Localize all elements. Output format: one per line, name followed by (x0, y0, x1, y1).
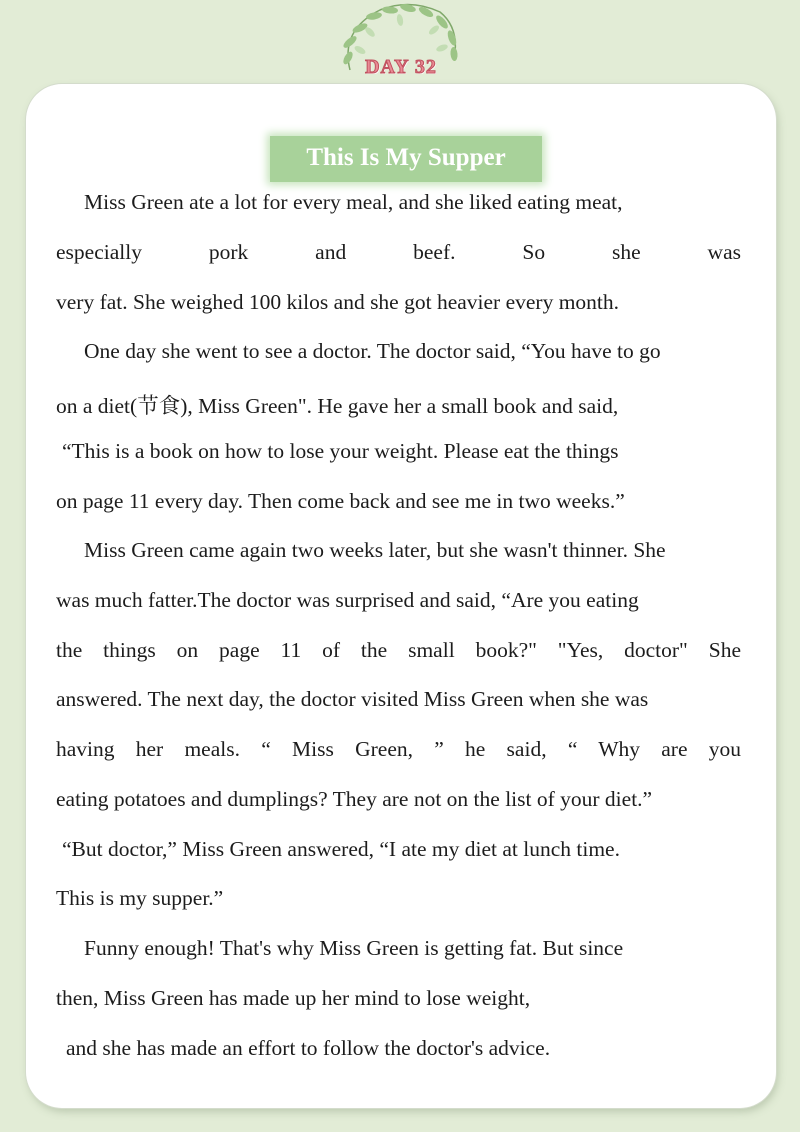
story-line-3: very fat. She weighed 100 kilos and she got heavier every month. (56, 290, 620, 314)
story-line-13: eating potatoes and dumplings? They are not on the list of your diet.” (56, 787, 653, 811)
story-line-10: the things on page 11 of the small book?" "Yes, doctor" She (56, 638, 741, 662)
story-line-16: Funny enough! That's why Miss Green is getting fat. But since (84, 936, 624, 960)
story-line-8: Miss Green came again two weeks later, but she wasn't thinner. She (84, 538, 666, 562)
story-line-2: especially pork and beef. So she was (56, 240, 741, 264)
story-line-15: This is my supper.” (56, 886, 224, 910)
story-line-12: having her meals. “ Miss Green, ” he said, “ Why are you (56, 737, 741, 761)
story-line-1: Miss Green ate a lot for every meal, and she liked eating meat, (84, 190, 623, 214)
story-line-5: on a diet(节食), Miss Green". He gave her a small book and said, (56, 394, 619, 418)
story-line-14: “But doctor,” Miss Green answered, “I ate my diet at lunch time. (62, 837, 620, 861)
story-line-18: and she has made an effort to follow the doctor's advice. (66, 1036, 551, 1060)
story-line-11: answered. The next day, the doctor visited Miss Green when she was (56, 687, 649, 711)
story-line-17: then, Miss Green has made up her mind to lose weight, (56, 986, 531, 1010)
day-badge: DAY 32 (365, 56, 437, 78)
story-line-4: One day she went to see a doctor. The doctor said, “You have to go (84, 339, 661, 363)
story-line-6: “This is a book on how to lose your weight. Please eat the things (62, 439, 619, 463)
story-line-9: was much fatter.The doctor was surprised and said, “Are you eating (56, 588, 639, 612)
story-line-7: on page 11 every day. Then come back and see me in two weeks.” (56, 489, 625, 513)
story-title: This Is My Supper (270, 136, 542, 182)
